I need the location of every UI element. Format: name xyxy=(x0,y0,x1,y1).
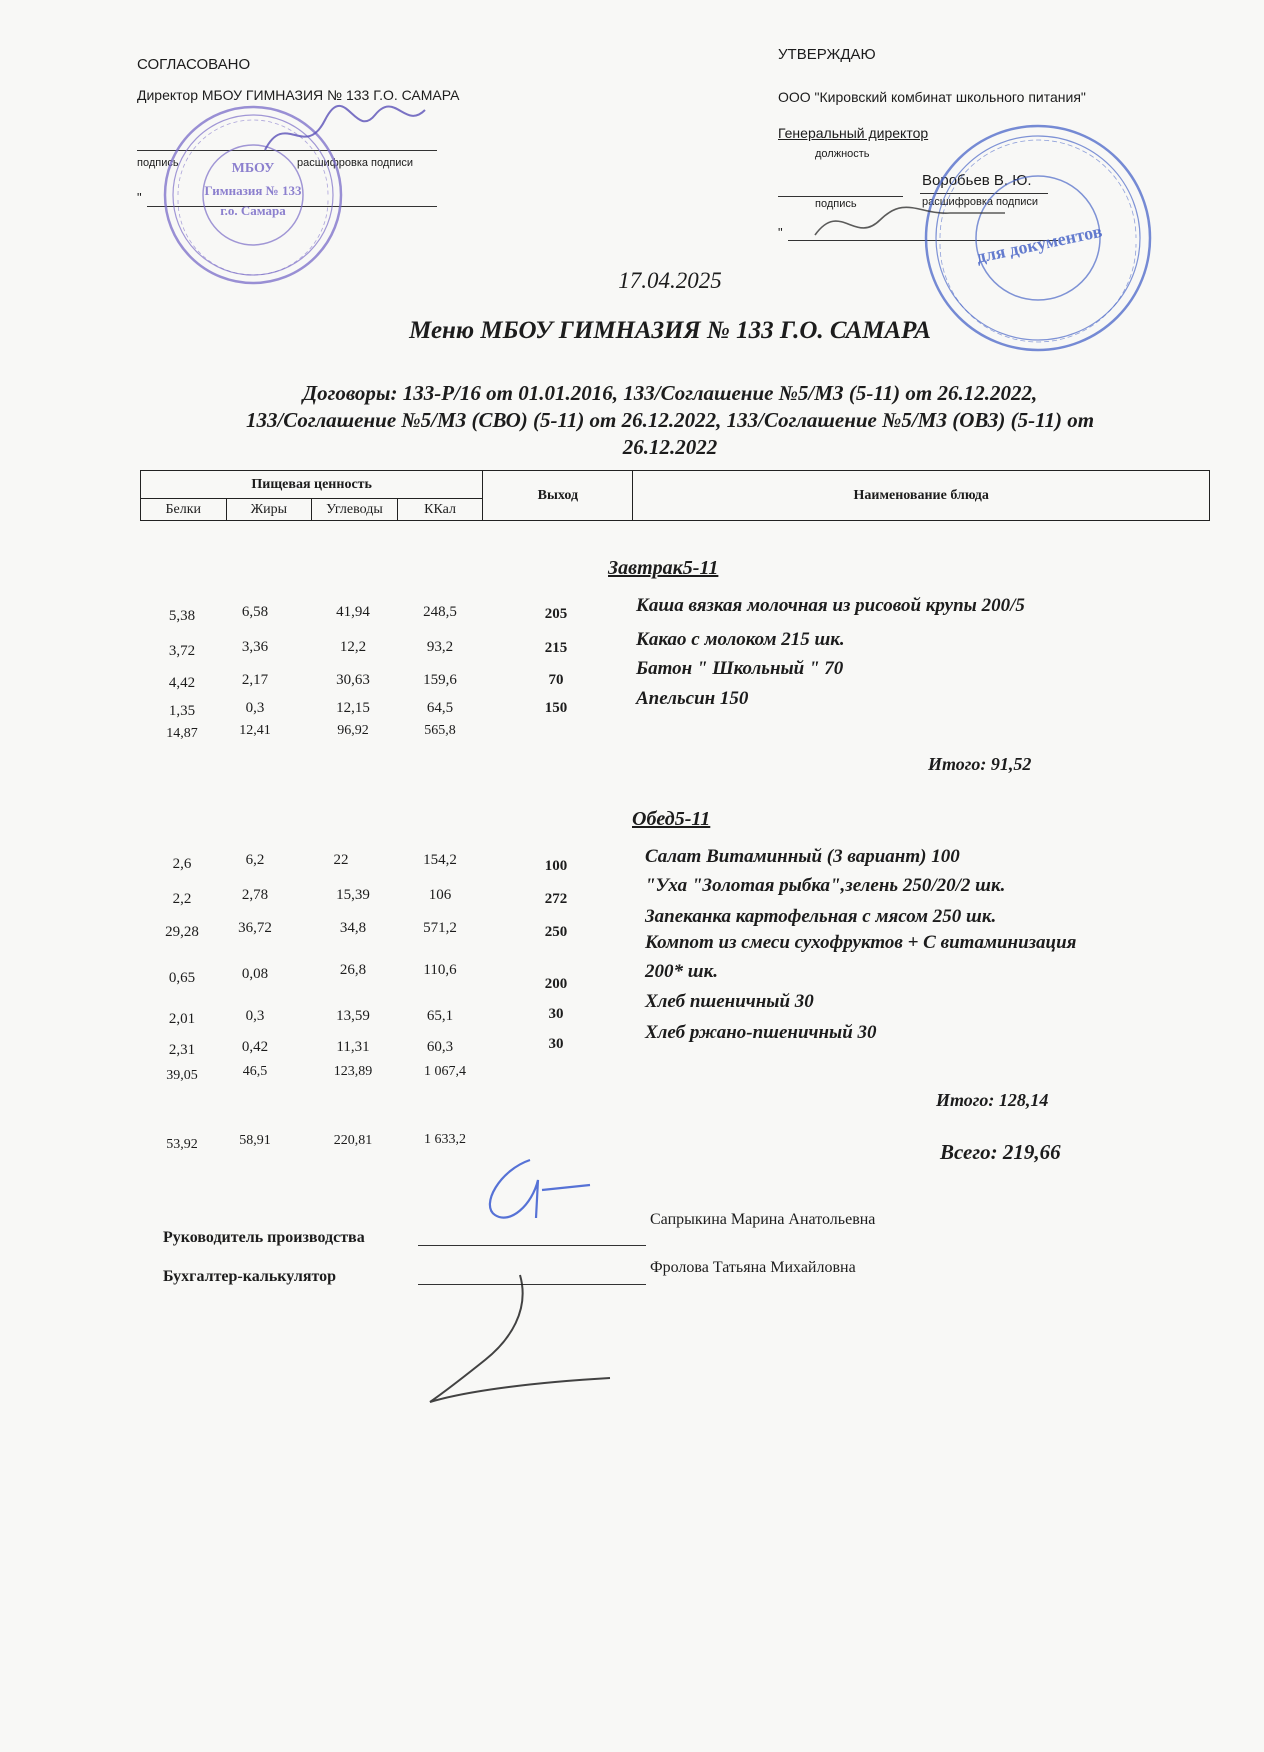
carbs-value: 26,8 xyxy=(339,962,367,978)
output-value: 30 xyxy=(548,1006,564,1022)
output-value: 200 xyxy=(544,976,568,992)
date-quote: " xyxy=(137,190,142,205)
proteins-value: 29,28 xyxy=(165,924,199,940)
kcal-value: 93,2 xyxy=(426,639,454,655)
dish-name: Запеканка картофельная с мясом 250 шк. xyxy=(645,906,997,927)
approval-right-heading: УТВЕРЖДАЮ xyxy=(778,46,876,63)
carbs-value: 34,8 xyxy=(339,920,367,936)
proteins-value: 4,42 xyxy=(168,675,196,691)
fats-value: 2,17 xyxy=(241,672,269,688)
kcal-value: 110,6 xyxy=(423,962,457,978)
grand-total: Всего: 219,66 xyxy=(940,1140,1061,1164)
dish-name: Салат Витаминный (3 вариант) 100 xyxy=(645,846,960,867)
approval-right-title: Генеральный директор xyxy=(778,125,929,141)
dish-name: Хлеб пшеничный 30 xyxy=(645,991,814,1012)
fats-value: 6,58 xyxy=(241,604,269,620)
carbs-value: 30,63 xyxy=(336,672,370,688)
menu-table-header xyxy=(140,470,1210,521)
carbs-value: 12,2 xyxy=(339,639,367,655)
kcal-value: 65,1 xyxy=(426,1008,454,1024)
fats-value: 0,42 xyxy=(241,1039,269,1055)
dish-name: "Уха "Золотая рыбка",зелень 250/20/2 шк. xyxy=(645,875,1006,896)
kcal-sum: 1 067,4 xyxy=(424,1064,466,1079)
section-breakfast-title: Завтрак5-11 xyxy=(608,557,719,579)
output-value: 205 xyxy=(544,606,568,622)
carbs-value: 41,94 xyxy=(336,604,370,620)
document-date: 17.04.2025 xyxy=(618,268,722,293)
dish-name: Какао с молоком 215 шк. xyxy=(636,629,845,650)
contracts-line-2: 133/Соглашение №5/МЗ (СВО) (5-11) от 26.12.2022, 133/Соглашение №5/МЗ (ОВЗ) (5-11) от xyxy=(245,408,1095,432)
signature-line xyxy=(418,1245,646,1246)
signer-role: Бухгалтер-калькулятор xyxy=(163,1268,337,1285)
header-carbs: Углеводы xyxy=(312,499,398,521)
output-value: 150 xyxy=(544,700,568,716)
header-nutrition: Пищевая ценность xyxy=(141,471,483,499)
carbs-value: 13,59 xyxy=(336,1008,370,1024)
fats-value: 0,08 xyxy=(241,966,269,982)
fats-value: 3,36 xyxy=(241,639,269,655)
sign-label: подпись xyxy=(815,198,857,210)
proteins-value: 1,35 xyxy=(168,703,196,719)
proteins-value: 0,65 xyxy=(168,970,196,986)
fats-value: 0,3 xyxy=(245,1008,265,1024)
approval-left-heading: СОГЛАСОВАНО xyxy=(137,56,251,73)
approver-signature xyxy=(800,195,1020,255)
carbs-sum: 96,92 xyxy=(337,723,369,738)
dish-name: Каша вязкая молочная из рисовой крупы 200/5 xyxy=(636,595,1025,616)
header-dish: Наименование блюда xyxy=(633,471,1210,521)
contracts-line-3: 26.12.2022 xyxy=(622,435,718,459)
fats-value: 36,72 xyxy=(238,920,272,936)
header-fats: Жиры xyxy=(226,499,312,521)
proteins-value: 3,72 xyxy=(168,643,196,659)
kcal-value: 64,5 xyxy=(426,700,454,716)
output-value: 250 xyxy=(544,924,568,940)
svg-text:Гимназия № 133: Гимназия № 133 xyxy=(204,183,302,198)
signer-name: Сапрыкина Марина Анатольевна xyxy=(650,1211,876,1228)
output-value: 70 xyxy=(548,672,564,688)
contracts-block xyxy=(120,380,1220,461)
proteins-value: 2,01 xyxy=(168,1011,196,1027)
kcal-value: 571,2 xyxy=(423,920,457,936)
kcal-value: 159,6 xyxy=(423,672,457,688)
output-value: 30 xyxy=(548,1036,564,1052)
carbs-value: 12,15 xyxy=(336,700,370,716)
contracts-line-1: Договоры: 133-Р/16 от 01.01.2016, 133/Соглашение №5/МЗ (5-11) от 26.12.2022, xyxy=(302,381,1038,405)
fats-value: 2,78 xyxy=(241,887,269,903)
proteins-value: 5,38 xyxy=(168,608,196,624)
signer-name: Фролова Татьяна Михайловна xyxy=(650,1259,856,1276)
proteins-grand: 53,92 xyxy=(166,1137,198,1152)
proteins-sum: 39,05 xyxy=(166,1068,198,1083)
proteins-value: 2,31 xyxy=(168,1042,196,1058)
kcal-grand: 1 633,2 xyxy=(424,1132,466,1147)
production-head-signature xyxy=(470,1150,610,1230)
decode-label: расшифровка подписи xyxy=(297,157,414,169)
svg-text:г.о. Самара: г.о. Самара xyxy=(220,203,286,218)
dish-name: Апельсин 150 xyxy=(636,688,749,709)
output-value: 215 xyxy=(544,640,568,656)
decode-label: расшифровка подписи xyxy=(922,196,1039,208)
carbs-sum: 123,89 xyxy=(333,1064,373,1079)
proteins-sum: 14,87 xyxy=(166,726,198,741)
approval-left-position: Директор МБОУ ГИМНАЗИЯ № 133 Г.О. САМАРА xyxy=(137,87,460,103)
kcal-sum: 565,8 xyxy=(424,723,456,738)
header-kcal: ККал xyxy=(397,499,483,521)
date-quote: " xyxy=(778,225,783,240)
carbs-value: 15,39 xyxy=(336,887,370,903)
page-title: Меню МБОУ ГИМНАЗИЯ № 133 Г.О. САМАРА xyxy=(409,317,931,344)
kcal-value: 248,5 xyxy=(423,604,457,620)
section-lunch-title: Обед5-11 xyxy=(632,808,711,830)
fats-value: 6,2 xyxy=(245,852,265,868)
dish-name: Компот из смеси сухофруктов + С витаминизация xyxy=(645,932,1077,953)
dish-name: Хлеб ржано-пшеничный 30 xyxy=(645,1022,877,1043)
approver-name: Воробьев В. Ю. xyxy=(922,172,1032,189)
carbs-value: 22 xyxy=(333,852,349,868)
kcal-value: 106 xyxy=(428,887,452,903)
header-output: Выход xyxy=(483,471,633,521)
proteins-value: 2,6 xyxy=(172,856,192,872)
header-proteins: Белки xyxy=(141,499,227,521)
svg-text:для документов: для документов xyxy=(974,220,1104,267)
dish-name-continued: 200* шк. xyxy=(645,961,718,982)
fats-grand: 58,91 xyxy=(239,1133,271,1148)
director-signature xyxy=(255,100,435,170)
carbs-value: 11,31 xyxy=(336,1039,370,1055)
fats-sum: 46,5 xyxy=(242,1064,268,1079)
svg-text:МБОУ: МБОУ xyxy=(231,161,275,176)
sign-label: подпись xyxy=(137,157,179,169)
dish-name: Батон " Школьный " 70 xyxy=(636,658,844,679)
kcal-value: 60,3 xyxy=(426,1039,454,1055)
breakfast-total: Итого: 91,52 xyxy=(928,754,1032,774)
post-label: должность xyxy=(815,148,870,160)
output-value: 100 xyxy=(544,858,568,874)
lunch-total: Итого: 128,14 xyxy=(936,1090,1049,1110)
output-value: 272 xyxy=(544,891,568,907)
carbs-grand: 220,81 xyxy=(333,1133,373,1148)
fats-sum: 12,41 xyxy=(239,723,271,738)
signer-role: Руководитель производства xyxy=(163,1229,365,1246)
accountant-signature xyxy=(410,1270,620,1430)
kcal-value: 154,2 xyxy=(423,852,457,868)
approval-right-org: ООО "Кировский комбинат школьного питания" xyxy=(778,89,1086,105)
fats-value: 0,3 xyxy=(245,700,265,716)
proteins-value: 2,2 xyxy=(172,891,192,907)
